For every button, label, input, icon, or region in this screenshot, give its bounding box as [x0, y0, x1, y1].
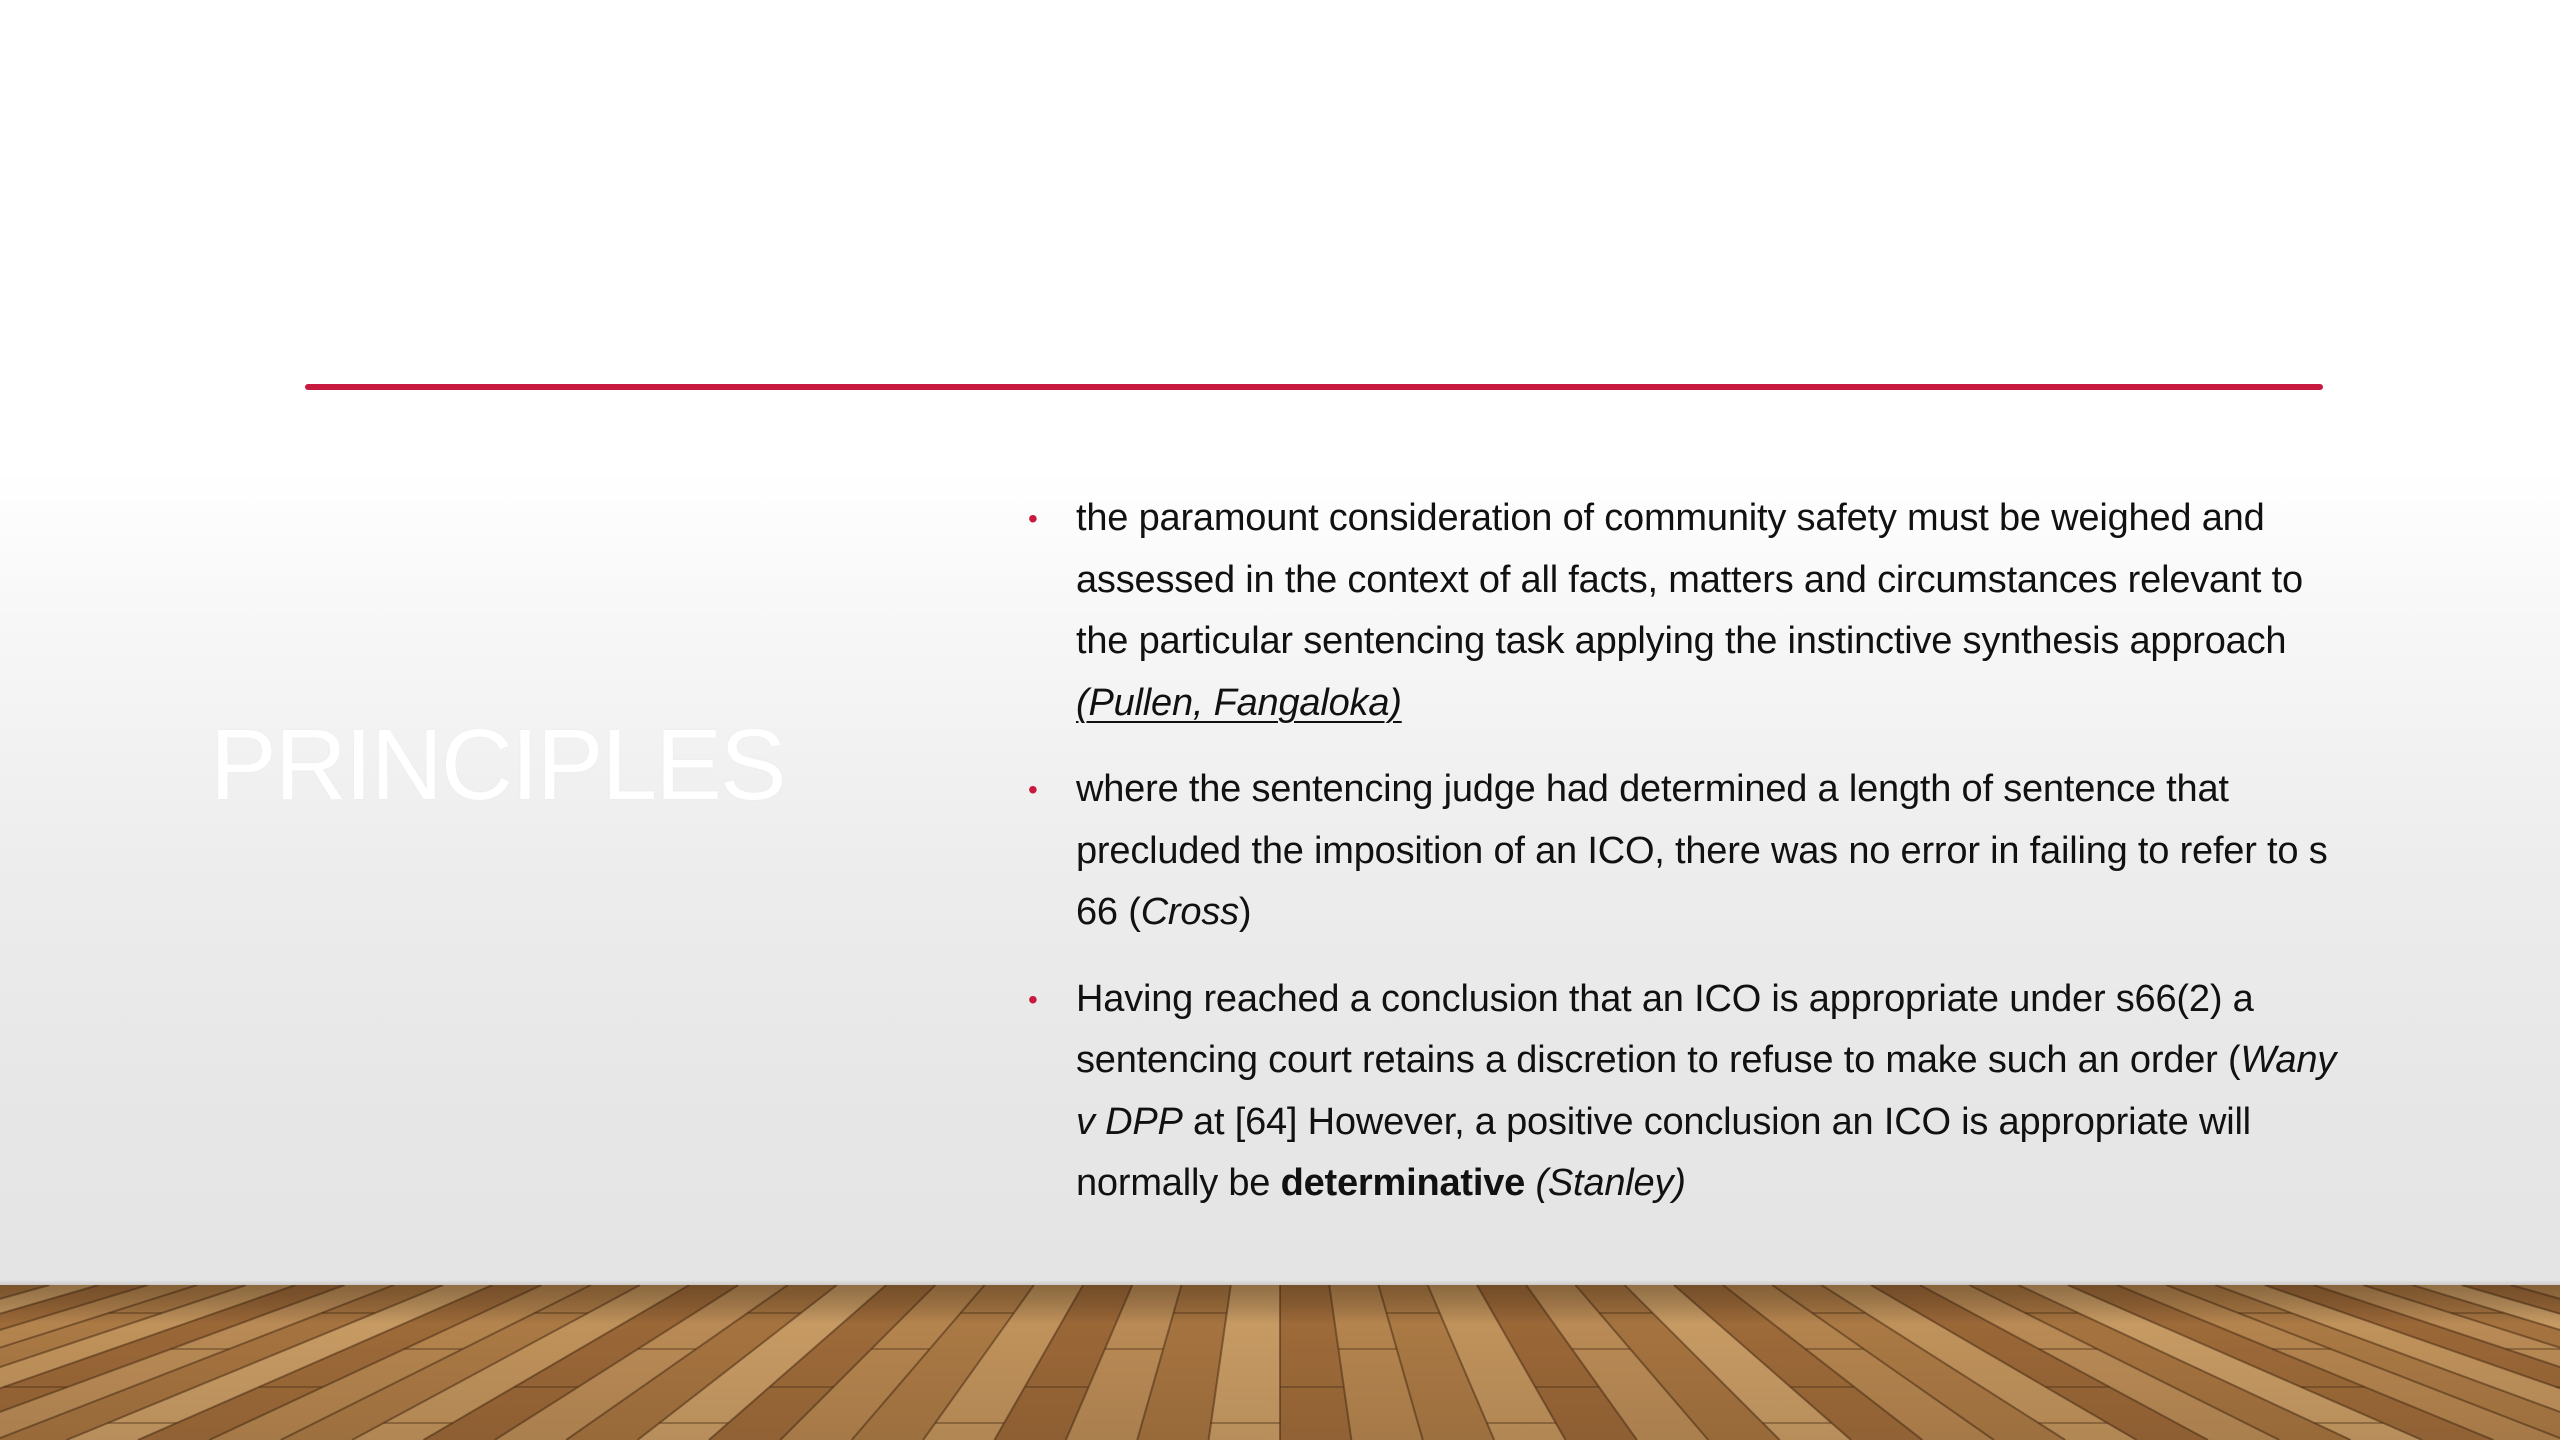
- bullet-list: [1020, 488, 2350, 1240]
- bullet-text-close: ): [1238, 891, 1252, 933]
- case-citation: Wany v DPP: [1076, 1039, 2337, 1143]
- bullet-dot-icon: •: [1028, 774, 1038, 805]
- bullet-dot-icon: •: [1028, 983, 1038, 1015]
- emphasis-text: determinative: [1280, 1162, 1526, 1204]
- case-citation: (Pullen, Fangaloka): [1076, 681, 1402, 724]
- wooden-floor-image: [0, 1285, 2560, 1440]
- bullet-text: where the sentencing judge had determined a length of sentence that precluded the imposition of an ICO, there was no error in failing to refer to s 66 (: [1076, 768, 2328, 933]
- bullet-text: Having reached a conclusion that an ICO is appropriate under s66(2) a sentencing court retains a discretion to refuse to make such an order (: [1076, 977, 2254, 1081]
- title-accent-rule: [305, 384, 2323, 390]
- bullet-item-ico-discretion: [1020, 969, 2350, 1215]
- bullet-item-ico-error: [1020, 759, 2350, 944]
- bullet-text: the paramount consideration of community safety must be weighed and assessed in the context of all facts, matters and circumstances relevant to the particular sentencing task applying the instinctive synthesis approach: [1076, 497, 2303, 662]
- slide-title: PRINCIPLES: [210, 709, 785, 821]
- case-citation: (Stanley): [1535, 1162, 1686, 1204]
- bullet-text-continued: at [64] However, a positive conclusion an ICO is appropriate will normally be: [1076, 1100, 2251, 1204]
- case-citation: Cross: [1140, 891, 1239, 933]
- floorboards-graphic: [0, 1285, 2560, 1440]
- bullet-item-community-safety: [1020, 488, 2350, 734]
- bullet-dot-icon: •: [1028, 503, 1038, 534]
